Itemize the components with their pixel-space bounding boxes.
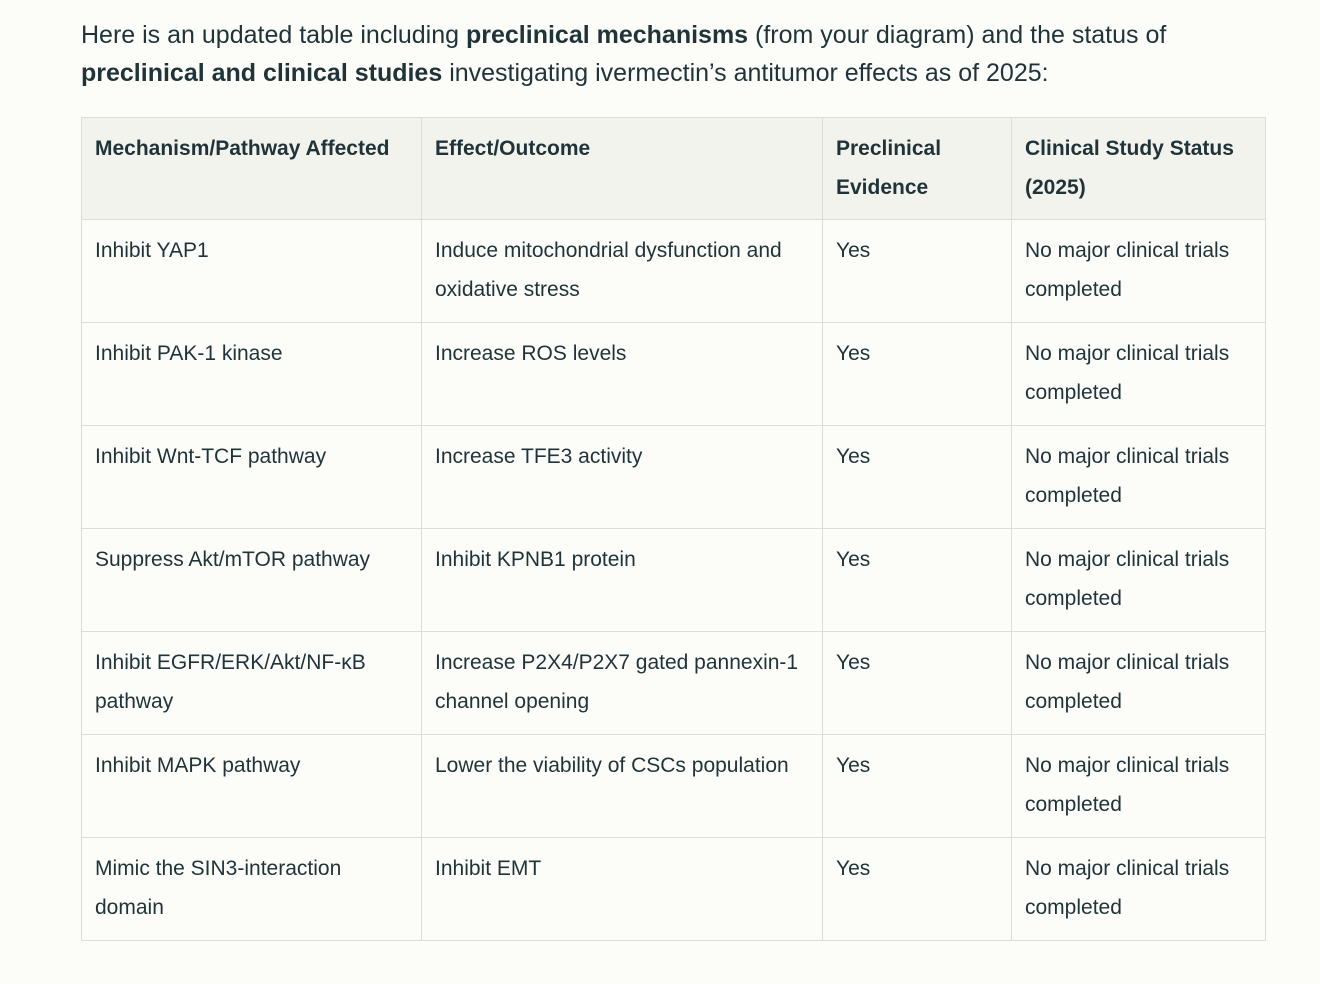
header-effect: Effect/Outcome <box>422 118 823 220</box>
cell-preclinical: Yes <box>823 220 1012 323</box>
intro-text-1: Here is an updated table including <box>81 21 466 49</box>
header-clinical-status: Clinical Study Status (2025) <box>1012 118 1266 220</box>
table-row <box>82 735 1266 838</box>
cell-clinical-status: No major clinical trials completed <box>1012 323 1266 426</box>
cell-mechanism: Inhibit MAPK pathway <box>82 735 422 838</box>
cell-mechanism: Mimic the SIN3-interaction domain <box>82 838 422 941</box>
cell-preclinical: Yes <box>823 426 1012 529</box>
cell-effect: Inhibit KPNB1 protein <box>422 529 823 632</box>
intro-text-2: (from your diagram) and the status of <box>748 21 1167 49</box>
cell-clinical-status: No major clinical trials completed <box>1012 426 1266 529</box>
table-row <box>82 323 1266 426</box>
header-mechanism: Mechanism/Pathway Affected <box>82 118 422 220</box>
table-row <box>82 632 1266 735</box>
cell-clinical-status: No major clinical trials completed <box>1012 632 1266 735</box>
table-row <box>82 426 1266 529</box>
table-row <box>82 220 1266 323</box>
cell-preclinical: Yes <box>823 632 1012 735</box>
cell-clinical-status: No major clinical trials completed <box>1012 838 1266 941</box>
mechanisms-table <box>81 117 1266 941</box>
cell-preclinical: Yes <box>823 323 1012 426</box>
cell-clinical-status: No major clinical trials completed <box>1012 220 1266 323</box>
cell-preclinical: Yes <box>823 735 1012 838</box>
cell-mechanism: Suppress Akt/mTOR pathway <box>82 529 422 632</box>
table-header-row <box>82 118 1266 220</box>
header-preclinical: Preclinical Evidence <box>823 118 1012 220</box>
cell-mechanism: Inhibit Wnt-TCF pathway <box>82 426 422 529</box>
cell-clinical-status: No major clinical trials completed <box>1012 529 1266 632</box>
cell-effect: Induce mitochondrial dysfunction and oxidative stress <box>422 220 823 323</box>
intro-paragraph <box>81 16 1281 92</box>
cell-clinical-status: No major clinical trials completed <box>1012 735 1266 838</box>
cell-mechanism: Inhibit YAP1 <box>82 220 422 323</box>
table-row <box>82 529 1266 632</box>
intro-text-3: investigating ivermectin’s antitumor effects as of 2025: <box>442 59 1049 87</box>
cell-preclinical: Yes <box>823 838 1012 941</box>
table-row <box>82 838 1266 941</box>
cell-effect: Lower the viability of CSCs population <box>422 735 823 838</box>
cell-mechanism: Inhibit EGFR/ERK/Akt/NF-κB pathway <box>82 632 422 735</box>
intro-bold-1: preclinical mechanisms <box>466 21 749 49</box>
intro-bold-2: preclinical and clinical studies <box>81 59 443 87</box>
cell-effect: Increase P2X4/P2X7 gated pannexin-1 channel opening <box>422 632 823 735</box>
cell-effect: Inhibit EMT <box>422 838 823 941</box>
cell-effect: Increase TFE3 activity <box>422 426 823 529</box>
cell-preclinical: Yes <box>823 529 1012 632</box>
cell-effect: Increase ROS levels <box>422 323 823 426</box>
cell-mechanism: Inhibit PAK-1 kinase <box>82 323 422 426</box>
